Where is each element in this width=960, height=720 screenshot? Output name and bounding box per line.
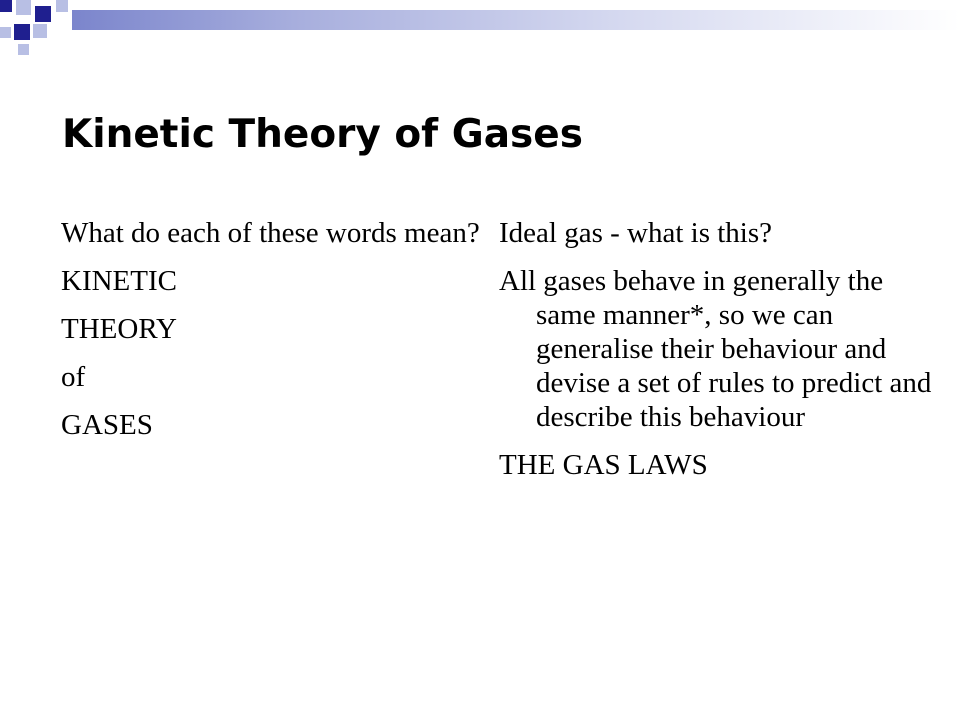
- decorative-square: [56, 0, 68, 12]
- left-column-paragraph: of: [61, 361, 86, 393]
- left-column-paragraph: What do each of these words mean?: [61, 217, 480, 249]
- right-column-paragraph: All gases behave in generally the same manner*, so we can generalise their behaviour and devise a set of rules to predict and describe this behaviour: [499, 265, 932, 433]
- decorative-square: [18, 44, 29, 55]
- right-column-paragraph: THE GAS LAWS: [499, 449, 708, 481]
- left-column-paragraph: THEORY: [61, 313, 177, 345]
- header-gradient-band: [72, 10, 960, 30]
- decorative-square: [14, 24, 30, 40]
- right-column-paragraph: Ideal gas - what is this?: [499, 217, 773, 249]
- decorative-square: [0, 0, 12, 12]
- right-column: [499, 216, 939, 496]
- decorative-square: [33, 24, 47, 38]
- left-column: [61, 216, 481, 456]
- left-column-paragraph: GASES: [61, 409, 153, 441]
- decorative-square: [16, 0, 31, 15]
- slide-title: Kinetic Theory of Gases: [62, 112, 583, 157]
- decorative-square: [0, 27, 11, 38]
- decorative-square: [35, 6, 51, 22]
- left-column-paragraph: KINETIC: [61, 265, 177, 297]
